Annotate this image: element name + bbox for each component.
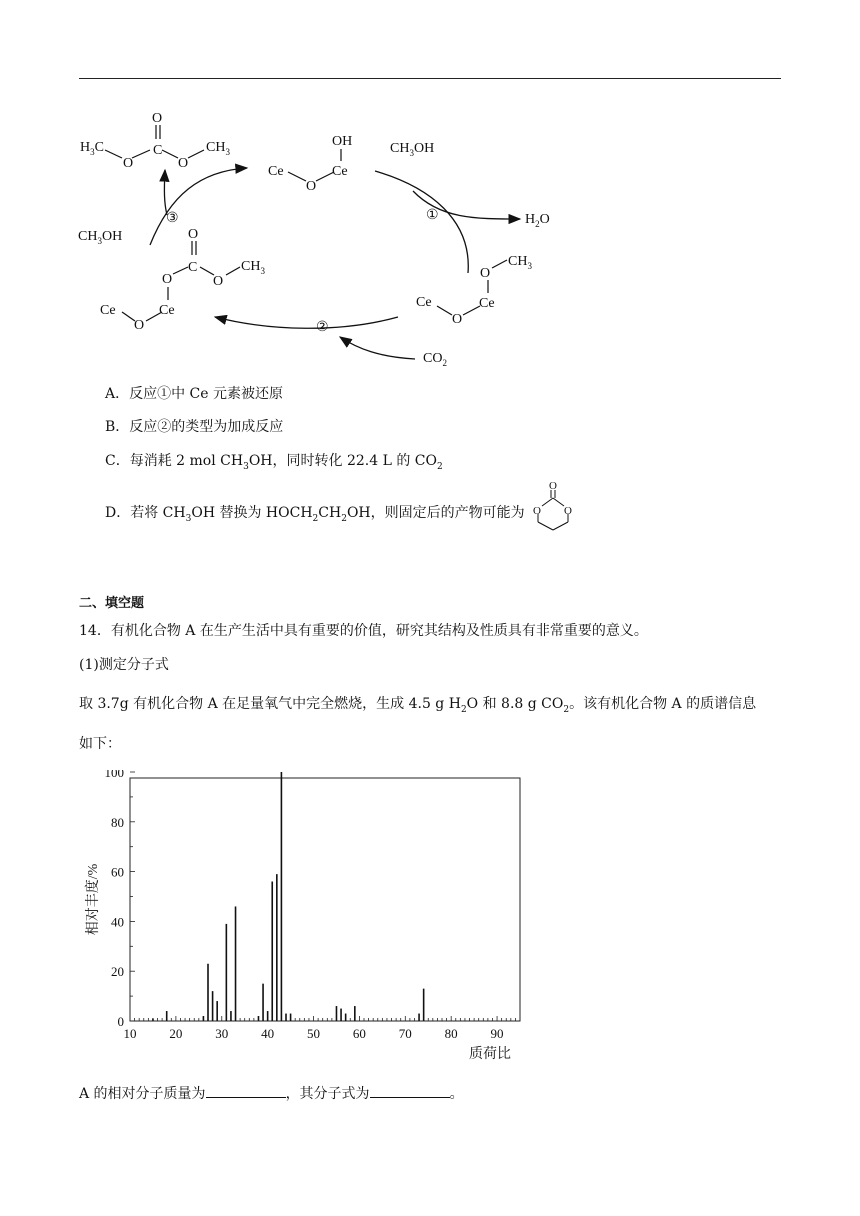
q14-stem: 14．有机化合物 A 在生产生活中具有重要的价值，研究其结构及性质具有非常重要的意义。: [79, 623, 648, 639]
answer-blank-formula[interactable]: [370, 1083, 450, 1098]
x-tick-label: 10: [123, 1026, 137, 1041]
step-1-label: ①: [426, 208, 439, 223]
right-ce1: Ce: [416, 295, 432, 310]
option-c: C．每消耗 2 mol $CH_3OH$，同时转化 22.4 L 的 $CO_2$: [105, 453, 443, 472]
header-rule: [79, 78, 781, 79]
option-b: B．反应②的类型为加成反应: [105, 419, 284, 435]
cyclic-carbonate-structure: [528, 478, 588, 538]
x-tick-label: 20: [169, 1026, 183, 1041]
left-o-right: O: [213, 274, 224, 289]
option-d: D．若将 $CH_3OH$ 替换为 $HOCH_2CH_2OH$，则固定后的产物可能为: [105, 505, 525, 524]
left-o-mid: O: [162, 272, 173, 287]
right-o: O: [452, 312, 463, 327]
plot-frame: [130, 778, 520, 1021]
x-tick-label: 30: [215, 1026, 229, 1041]
top-ce2: Ce: [332, 164, 348, 179]
right-ce2: Ce: [479, 296, 495, 311]
step-2-label: ②: [316, 320, 329, 335]
q14-part1: (1)测定分子式: [79, 657, 169, 673]
svg-text:O: O: [564, 505, 572, 517]
left-o-top: O: [188, 227, 199, 242]
x-tick-label: 90: [490, 1026, 504, 1041]
answer-blank-mass[interactable]: [206, 1083, 286, 1098]
y-tick-label: 80: [111, 814, 124, 830]
x-tick-label: 70: [398, 1026, 412, 1041]
y-tick-label: 0: [117, 1014, 124, 1029]
top-o: O: [306, 179, 317, 194]
dmc-h3c: $H_3C$: [80, 140, 104, 157]
ch3oh-top: $CH_3OH$: [390, 141, 435, 158]
co2: $CO_2$: [423, 351, 447, 368]
q14-answer-line: A 的相对分子质量为 ，其分子式为 。: [79, 1083, 464, 1103]
y-tick-label: 60: [111, 864, 124, 880]
top-oh: OH: [332, 134, 353, 149]
dmc-c: C: [153, 143, 163, 158]
reaction-scheme: [70, 95, 590, 380]
option-a: A．反应①中 Ce 元素被还原: [105, 386, 284, 402]
right-ch3: $CH_3$: [508, 254, 532, 271]
q14-data-line: 取 3.7g 有机化合物 A 在足量氧气中完全燃烧，生成 4.5 g $H_2O$ 和 8.8 g $CO_2$。该有机化合物 A 的质谱信息: [79, 696, 757, 715]
x-tick-label: 80: [444, 1026, 458, 1041]
step-3-label: ③: [166, 211, 179, 226]
section-title: 二、填空题: [79, 596, 145, 611]
y-tick-label: 20: [111, 964, 124, 980]
y-tick-label: 100: [104, 770, 124, 780]
left-ch3: $CH_3$: [241, 259, 265, 276]
y-tick-label: 40: [111, 914, 124, 930]
svg-text:O: O: [533, 505, 541, 517]
dmc-o-right: O: [178, 156, 189, 171]
y-axis-label: 相对丰度/%: [86, 863, 101, 936]
x-tick-label: 60: [352, 1026, 366, 1041]
dmc-o-top: O: [152, 111, 163, 126]
left-ce1: Ce: [100, 303, 116, 318]
dmc-ch3: $CH_3$: [206, 140, 230, 157]
ch3oh-left: $CH_3OH$: [78, 229, 123, 246]
h2o: $H_2O$: [525, 212, 550, 229]
left-ce2: Ce: [159, 303, 175, 318]
x-tick-label: 40: [261, 1026, 275, 1041]
svg-text:O: O: [549, 480, 557, 492]
x-axis-label: 质荷比: [469, 1047, 511, 1062]
q14-line2: 如下：: [79, 736, 121, 752]
left-o: O: [134, 318, 145, 333]
dmc-o-left: O: [123, 156, 134, 171]
left-c: C: [188, 260, 198, 275]
top-ce1: Ce: [268, 164, 284, 179]
right-o-top: O: [480, 266, 491, 281]
x-tick-label: 50: [307, 1026, 321, 1041]
mass-spectrum-chart: [70, 770, 540, 1070]
